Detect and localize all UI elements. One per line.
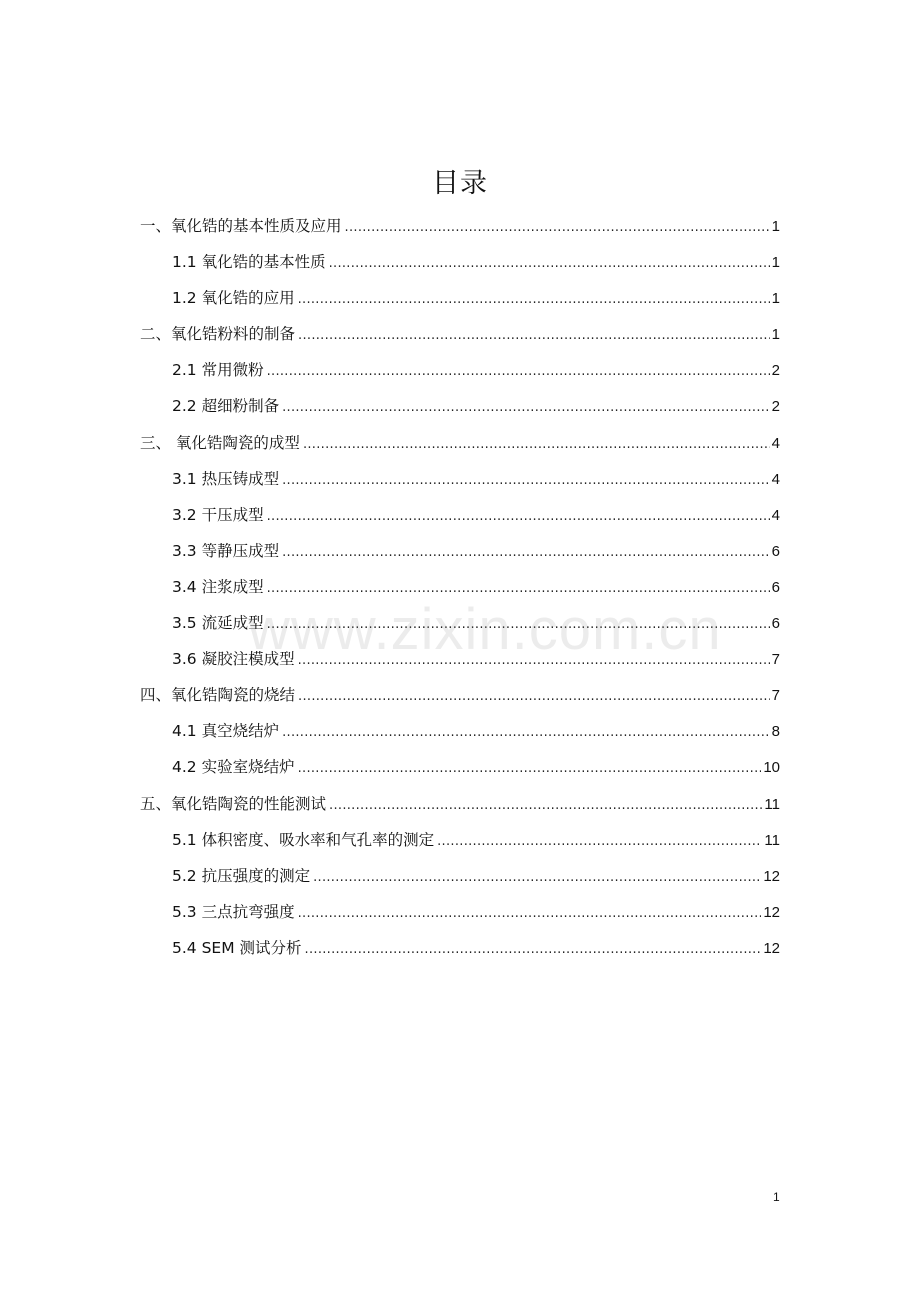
toc-entry-label: 五、氧化锆陶瓷的性能测试 bbox=[140, 794, 327, 813]
toc-entry-label: 1.1 氧化锆的基本性质 bbox=[172, 253, 326, 272]
toc-entry-page: 2 bbox=[771, 398, 780, 416]
toc-entry-page: 1 bbox=[771, 326, 780, 344]
toc-dot-leader bbox=[298, 282, 770, 318]
toc-entry-page: 1 bbox=[771, 254, 780, 272]
toc-dot-leader bbox=[267, 354, 770, 390]
toc-entry-page: 6 bbox=[771, 542, 780, 560]
toc-entry[interactable] bbox=[140, 930, 780, 966]
toc-entry-label: 5.2 抗压强度的测定 bbox=[172, 866, 311, 885]
toc-entry[interactable] bbox=[140, 388, 780, 424]
toc-entry-page: 7 bbox=[771, 687, 780, 705]
toc-entry[interactable] bbox=[140, 605, 780, 641]
toc-dot-leader bbox=[282, 463, 770, 499]
toc-dot-leader bbox=[267, 571, 770, 607]
toc-entry-label: 3.3 等静压成型 bbox=[172, 541, 280, 560]
toc-entry-label: 二、氧化锆粉料的制备 bbox=[140, 325, 296, 344]
toc-entry[interactable] bbox=[140, 533, 780, 569]
toc-dot-leader bbox=[329, 788, 762, 824]
toc-entry-label: 4.1 真空烧结炉 bbox=[172, 722, 280, 741]
toc-entry-label: 2.2 超细粉制备 bbox=[172, 397, 280, 416]
toc-dot-leader bbox=[298, 318, 770, 354]
toc-entry-label: 4.2 实验室烧结炉 bbox=[172, 758, 295, 777]
toc-entry-page: 2 bbox=[771, 362, 780, 380]
toc-entry-label: 一、氧化锆的基本性质及应用 bbox=[140, 217, 342, 235]
toc-entry[interactable] bbox=[140, 208, 780, 244]
toc-entry[interactable] bbox=[140, 497, 780, 533]
toc-entry[interactable] bbox=[140, 280, 780, 316]
toc-entry[interactable] bbox=[140, 822, 780, 858]
toc-entry-label: 3.4 注浆成型 bbox=[172, 577, 264, 596]
toc-dot-leader bbox=[437, 824, 762, 860]
toc-entry-label: 5.3 三点抗弯强度 bbox=[172, 902, 295, 921]
toc-entry-page: 8 bbox=[771, 723, 780, 741]
toc-entry-page: 10 bbox=[763, 759, 780, 777]
toc-entry[interactable] bbox=[140, 677, 780, 713]
watermark: www.zixin.com.cn bbox=[248, 597, 722, 662]
toc-entry-page: 4 bbox=[771, 434, 780, 452]
table-of-contents bbox=[140, 208, 780, 966]
toc-entry-label: 5.1 体积密度、吸水率和气孔率的测定 bbox=[172, 830, 435, 849]
toc-entry-label: 2.1 常用微粉 bbox=[172, 361, 264, 380]
toc-dot-leader bbox=[305, 932, 762, 968]
toc-entry[interactable] bbox=[140, 894, 780, 930]
toc-entry-page: 7 bbox=[771, 651, 780, 669]
toc-dot-leader bbox=[303, 427, 770, 463]
toc-entry-page: 6 bbox=[771, 578, 780, 596]
page-title: 目录 bbox=[432, 168, 488, 199]
toc-dot-leader bbox=[345, 210, 770, 246]
toc-entry-page: 1 bbox=[771, 218, 780, 235]
page-number: 1 bbox=[773, 1190, 780, 1204]
toc-entry-page: 12 bbox=[763, 867, 780, 885]
toc-dot-leader bbox=[298, 751, 762, 787]
toc-entry-page: 11 bbox=[764, 795, 780, 813]
toc-entry-label: 四、氧化锆陶瓷的烧结 bbox=[140, 686, 296, 705]
toc-entry-page: 12 bbox=[763, 939, 780, 957]
toc-entry-page: 4 bbox=[771, 506, 780, 524]
toc-entry-label: 3.6 凝胶注模成型 bbox=[172, 650, 295, 669]
toc-entry[interactable] bbox=[140, 425, 780, 461]
toc-entry-page: 11 bbox=[764, 831, 780, 849]
toc-entry[interactable] bbox=[140, 858, 780, 894]
toc-dot-leader bbox=[267, 607, 770, 643]
toc-entry[interactable] bbox=[140, 786, 780, 822]
toc-entry[interactable] bbox=[140, 569, 780, 605]
toc-dot-leader bbox=[313, 860, 761, 896]
toc-dot-leader bbox=[282, 390, 770, 426]
toc-entry-label: 1.2 氧化锆的应用 bbox=[172, 289, 295, 308]
toc-entry[interactable] bbox=[140, 352, 780, 388]
toc-dot-leader bbox=[282, 535, 770, 571]
toc-entry-label: 三、 氧化锆陶瓷的成型 bbox=[140, 433, 300, 452]
toc-dot-leader bbox=[298, 679, 770, 715]
toc-entry[interactable] bbox=[140, 244, 780, 280]
toc-dot-leader bbox=[282, 715, 770, 751]
toc-dot-leader bbox=[267, 499, 770, 535]
toc-dot-leader bbox=[298, 896, 762, 932]
toc-entry-page: 4 bbox=[771, 470, 780, 488]
toc-entry[interactable] bbox=[140, 641, 780, 677]
toc-entry[interactable] bbox=[140, 316, 780, 352]
toc-dot-leader bbox=[298, 643, 770, 679]
toc-entry-label: 5.4 SEM 测试分析 bbox=[172, 938, 302, 957]
toc-entry[interactable] bbox=[140, 749, 780, 785]
toc-entry[interactable] bbox=[140, 461, 780, 497]
toc-entry[interactable] bbox=[140, 713, 780, 749]
toc-entry-label: 3.2 干压成型 bbox=[172, 505, 264, 524]
toc-entry-page: 1 bbox=[771, 290, 780, 308]
toc-entry-label: 3.5 流延成型 bbox=[172, 614, 264, 633]
toc-entry-page: 12 bbox=[763, 903, 780, 921]
toc-entry-page: 6 bbox=[771, 615, 780, 633]
toc-dot-leader bbox=[329, 246, 770, 282]
toc-entry-label: 3.1 热压铸成型 bbox=[172, 469, 280, 488]
